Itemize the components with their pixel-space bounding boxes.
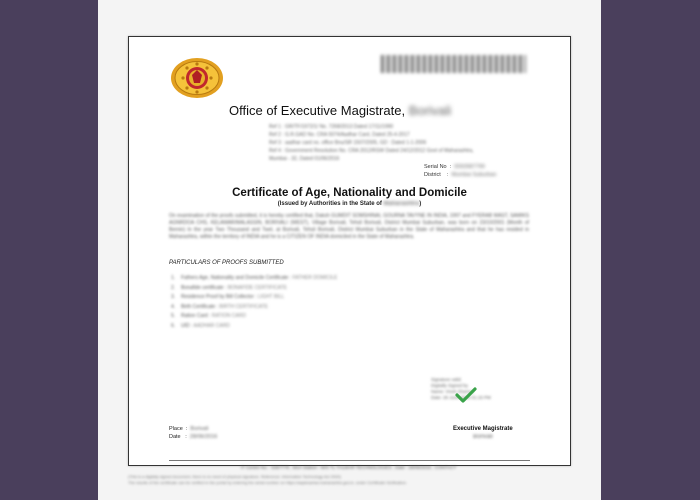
- signature-line: Name: Vivek Sharma: [431, 389, 474, 394]
- list-item: 1. Fathers Age, Nationality and Domicile Certificate : FATHER DOMICILE: [171, 275, 338, 281]
- office-title: [229, 103, 451, 118]
- issued-state: Maharashtra: [383, 201, 420, 207]
- list-item: 3. Residence Proof by Bill Collector : LIGHT BILL: [171, 294, 285, 300]
- signature-line: Digitally Signed by: [431, 383, 469, 388]
- footer-note: The results of the certificate can be verified in the portal by entering the serial number on https://aaplesarkar.maharashtra.gov.in, under Certificate Verification.: [128, 479, 407, 485]
- office-label: Office of Executive Magistrate,: [229, 103, 406, 118]
- maharashtra-emblem-icon: [169, 57, 225, 99]
- office-place: Borivali: [408, 103, 452, 118]
- issued-by: [129, 201, 570, 207]
- checkmark-icon: [455, 387, 477, 403]
- magistrate-signature: [453, 425, 513, 441]
- place-value: Borivali: [190, 426, 209, 432]
- certificate-body: On examination of the proofs submitted, it is hereby certified that, Daksh GUMDIT SOMSHINAI, GOURNA TAVYNE IN INDIA, 1997 and FYERAB WAST, SAMIKS AGNRDOA CHS, KELAWAR/MALASSIN, BORIVALI (WEST), Village Borivali, Tehsil Borivali, District Mumbai Suburban, was born on 23/10/2001 (Month of Bernin) In the year Two Thousand and Twel, at Borivali, Tehsil Borivali, District Mumbai Suburban in the State of Maharashtra and that he has resided in Maharashtra, within the territory of INDIA and he is a CITIZEN OF INDIA domiciled in the State of Maharashtra.: [169, 213, 529, 240]
- serial-label: Serial No: [424, 164, 447, 170]
- footer-notes: [128, 474, 569, 485]
- magistrate-title: Executive Magistrate: [453, 426, 513, 432]
- date-value: 28/06/2016: [189, 434, 218, 440]
- ref-line: Ref 4 : Government Resolution No. CRA 2012/RSW Dated 24/12/2012 Govt of Maharashtra,: [269, 148, 474, 154]
- proofs-list: [171, 274, 471, 331]
- place-date-block: Place : Borivali Date : 28/06/2016: [169, 426, 218, 440]
- district-value: Mumbai Suburban: [451, 172, 497, 178]
- place-label: Place: [169, 426, 183, 432]
- serial-value: 6592687799: [454, 164, 485, 170]
- particulars-heading: PARTICULARS OF PROOFS SUBMITTED: [169, 260, 284, 266]
- district-label: District: [424, 172, 441, 178]
- ref-line: Mumbai - 32, Dated 01/06/2016: [269, 156, 340, 162]
- magistrate-place: Borivali: [473, 434, 493, 440]
- issued-suffix: ): [419, 201, 422, 207]
- ref-line: Ref 3 : aadhar card no. office Bnu/SR 1507/2005, GD : Dated 1-1-2006: [269, 140, 427, 146]
- barcode: [381, 55, 526, 73]
- signature-line: Date: 28 June 2016 01:15 PM: [431, 395, 491, 400]
- footer-center-line: IT Centre No. : 5367778 , MoA Station : M/S TL-TALWAR TECHNOLOGIES , Date : 28/06/2016 , CONTACT: [240, 465, 457, 470]
- digital-signature-block: [431, 377, 531, 409]
- ref-line: Ref 1 : GR/TF/1972/1/ No. 7268/2013 Dated 17/11/1990: [269, 124, 394, 130]
- footer-divider: [169, 460, 530, 461]
- footer-note: (This is a digitally signed document, there is no need of physical signature. Reference: Information Technology Act 2000): [128, 474, 341, 479]
- signature-line: Signature valid: [431, 377, 461, 382]
- list-item: 6. UID : AADHAR CARD: [171, 322, 230, 329]
- list-item: 4. Birth Certificate : BIRTH CERTIFICATE: [171, 303, 268, 310]
- certificate-title: Certificate of Age, Nationality and Domicile: [232, 187, 467, 199]
- issued-prefix: (Issued by Authorities in the State of: [277, 201, 382, 207]
- list-item: 2. Bonafide certificate : BONAFIDE CERTIFICATE: [171, 284, 287, 291]
- serial-block: Serial No : 6592687799 District : Mumbai Suburban: [424, 164, 497, 178]
- certificate-document: [128, 36, 571, 466]
- list-item: 5. Ration Card : RATION CARD: [171, 313, 246, 319]
- date-label: Date: [169, 434, 181, 440]
- ref-line: Ref 2 : G.R.GAD No. CRA 5074/Aadhar Card, Dated 25-4-2017: [269, 132, 410, 138]
- reference-block: [269, 123, 499, 163]
